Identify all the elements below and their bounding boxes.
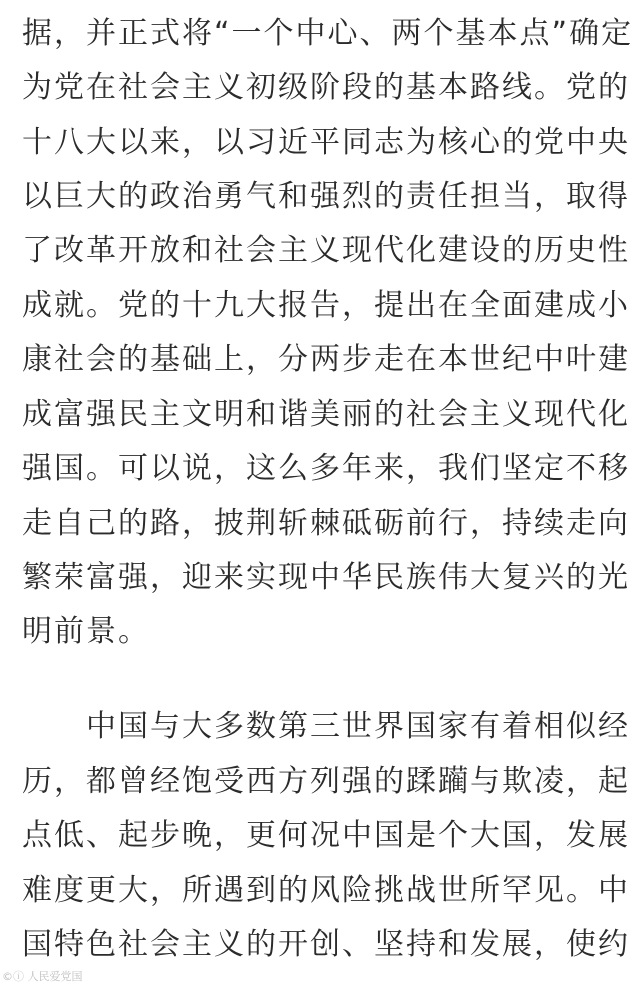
text-line: 十八大以来，以习近平同志为核心的党中央 (22, 125, 630, 160)
text-line: 繁荣富强，迎来实现中华民族伟大复兴的光 (22, 560, 630, 595)
text-line: 强国。可以说，这么多年来，我们坚定不移 (22, 451, 630, 486)
text-line: 中国与大多数第三世界国家有着相似经 (22, 709, 630, 744)
text-line: 明前景。 (22, 614, 150, 649)
text-line: 成富强民主文明和谐美丽的社会主义现代化 (22, 397, 630, 432)
text-line: 国特色社会主义的开创、坚持和发展，使约 (22, 927, 630, 962)
text-line: 难度更大，所遇到的风险挑战世所罕见。中 (22, 873, 630, 908)
text-line: 以巨大的政治勇气和强烈的责任担当，取得 (22, 179, 630, 214)
text-line: 走自己的路，披荆斩棘砥砺前行，持续走向 (22, 506, 630, 541)
text-line: 为党在社会主义初级阶段的基本路线。党的 (22, 70, 630, 105)
text-line: 成就。党的十九大报告，提出在全面建成小 (22, 288, 630, 323)
text-line: 康社会的基础上，分两步走在本世纪中叶建 (22, 342, 630, 377)
text-line: 点低、起步晚，更何况中国是个大国，发展 (22, 818, 630, 853)
text-line: 据，并正式将“一个中心、两个基本点”确定 (22, 16, 634, 51)
text-line: 了改革开放和社会主义现代化建设的历史性 (22, 233, 630, 268)
watermark: ©ⓘ 人民爱党国 (2, 970, 83, 983)
text-line: 历，都曾经饱受西方列强的蹂躏与欺凌，起 (22, 764, 630, 799)
